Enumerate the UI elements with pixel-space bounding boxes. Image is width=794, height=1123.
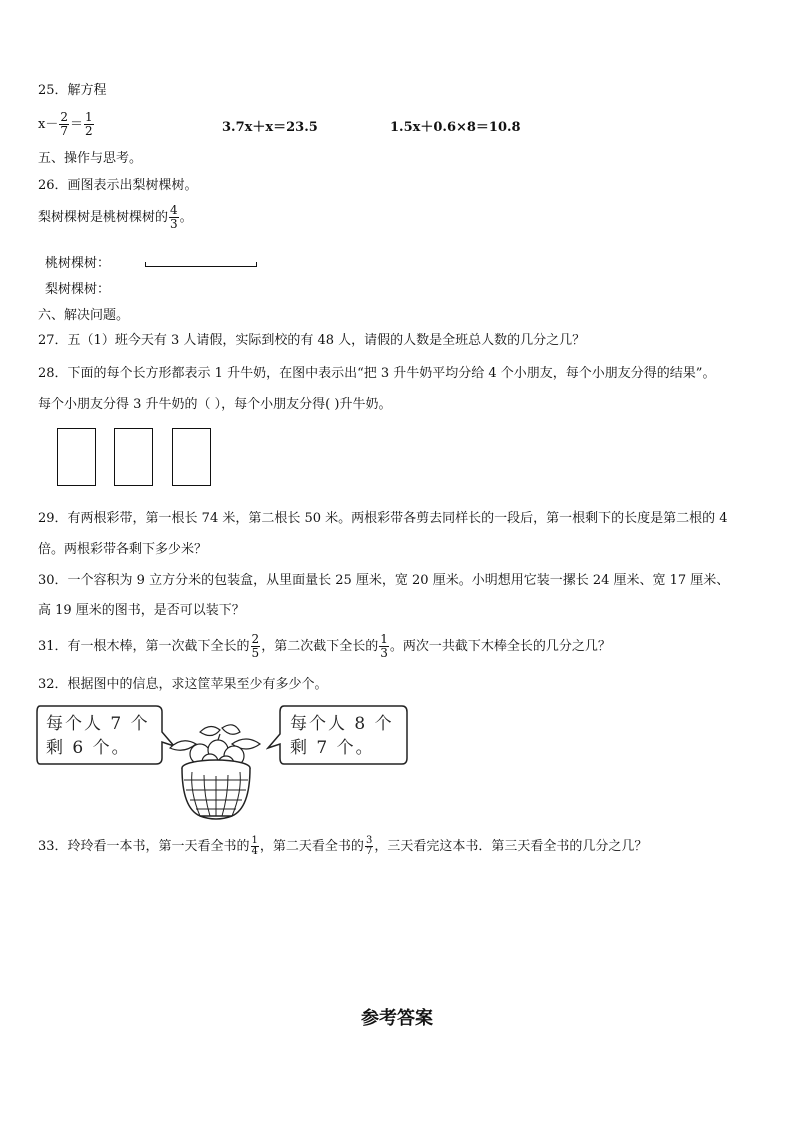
apple-basket-icon — [160, 722, 268, 822]
q32-right-line-1: 每个人 8 个 — [290, 714, 394, 734]
q28-milk-rectangle-3 — [172, 428, 211, 486]
q26-peach-line-tick-left — [145, 262, 146, 267]
q32-right-line-2: 剩 7 个。 — [290, 738, 375, 758]
q26-peach-line-tick-right — [256, 262, 257, 267]
q25-eq1-fraction-2: $\frac{1}{2}$ — [85, 110, 93, 138]
q31-fraction-2: $\frac{1}{3}$ — [380, 632, 388, 660]
q26-statement-text: 梨树棵树是桃树棵树的 — [38, 210, 169, 225]
q33-part-3: ，三天看完这本书．第三天看全书的几分之几？ — [374, 839, 648, 854]
q30-line-1: 30．一个容积为 9 立方分米的包装盒，从里面量长 25 厘米，宽 20 厘米。小明想用它装一摞长 24 厘米、宽 17 厘米、 — [38, 573, 730, 588]
q28-milk-rectangle-1 — [57, 428, 96, 486]
q33-fraction-1: $\frac{1}{4}$ — [251, 835, 258, 857]
q29-line-2: 倍。两根彩带各剩下多少米？ — [38, 542, 208, 557]
q28-milk-rectangle-2 — [114, 428, 153, 486]
q25-title: 25．解方程 — [38, 83, 107, 98]
section-5-heading: 五、操作与思考。 — [38, 151, 143, 166]
q25-equation-3: 1.5x＋0.6×8＝10.8 — [390, 120, 521, 135]
q29-line-1: 29．有两根彩带，第一根长 74 米，第二根长 50 米。两根彩带各剪去同样长的一段后，第一根剩下的长度是第二根的 4 — [38, 511, 728, 526]
q31-text — [38, 632, 611, 662]
q31-fraction-1: $\frac{2}{5}$ — [251, 632, 260, 660]
q26-statement-end: 。 — [179, 210, 193, 225]
q25-eq1-equals: ＝ — [69, 117, 83, 132]
q32-title: 32．根据图中的信息，求这筐苹果至少有多少个。 — [38, 677, 328, 692]
q26-pear-label: 梨树棵树： — [45, 282, 111, 297]
q31-part-2: ，第二次截下全长的 — [261, 639, 379, 654]
q25-eq1-prefix: x－ — [38, 117, 59, 132]
q32-left-line-1: 每个人 7 个 — [46, 714, 150, 734]
q26-statement — [38, 204, 193, 231]
q27-text: 27．五（1）班今天有 3 人请假，实际到校的有 48 人，请假的人数是全班总人数的几分之几？ — [38, 333, 586, 348]
q32-left-bubble-text — [46, 712, 150, 760]
q28-line-1: 28．下面的每个长方形都表示 1 升牛奶，在图中表示出“把 3 升牛奶平均分给 4 个小朋友，每个小朋友分得的结果”。 — [38, 366, 716, 381]
q25-eq1-fraction-1: $\frac{2}{7}$ — [60, 110, 68, 138]
q26-peach-line — [145, 266, 257, 267]
q31-part-1: 31．有一根木棒，第一次截下全长的 — [38, 639, 250, 654]
q25-equation-1 — [38, 111, 95, 138]
q25-equation-2: 3.7x＋x＝23.5 — [222, 120, 318, 135]
answer-section-title: 参考答案 — [361, 1008, 433, 1029]
q33-fraction-2: $\frac{3}{7}$ — [365, 835, 373, 857]
q33-text — [38, 832, 647, 862]
q33-part-1: 33．玲玲看一本书，第一天看全书的 — [38, 839, 250, 854]
q32-left-line-2: 剩 6 个。 — [46, 738, 131, 758]
q26-peach-label: 桃树棵树： — [45, 256, 111, 271]
q26-title: 26．画图表示出梨树棵树。 — [38, 178, 198, 193]
q28-line-2: 每个小朋友分得 3 升牛奶的（ ），每个小朋友分得( )升牛奶。 — [38, 397, 392, 412]
q30-line-2: 高 19 厘米的图书，是否可以装下？ — [38, 603, 245, 618]
q31-part-3: 。两次一共截下木棒全长的几分之几？ — [389, 639, 611, 654]
q26-fraction: $\frac{4}{3}$ — [170, 203, 178, 231]
section-6-heading: 六、解决问题。 — [38, 308, 130, 323]
q32-right-bubble-text — [290, 712, 394, 760]
q33-part-2: ，第二天看全书的 — [259, 839, 364, 854]
